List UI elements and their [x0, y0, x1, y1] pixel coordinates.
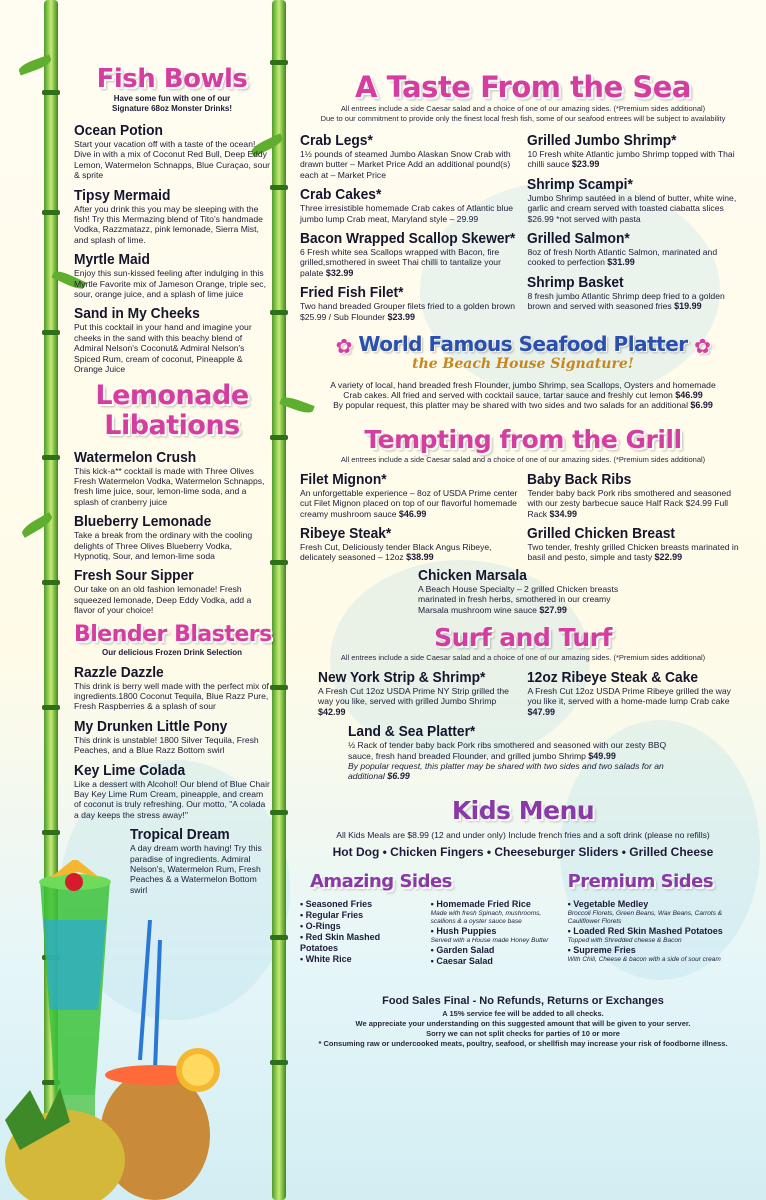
menu-item [74, 122, 270, 181]
menu-item [348, 723, 678, 782]
item-desc: After you drink this you may be sleeping with the fish! Try this Mermazing blend of Tito's handmade Vodka, Razzmatazz, pink lemonade, Sierra Mist, and splash of lime. [74, 203, 263, 245]
menu-item [74, 718, 270, 756]
blender-title: Blender Blasters [74, 621, 272, 647]
platter-title: World Famous Seafood Platter [358, 332, 688, 357]
item-name: Grilled Jumbo Shrimp* [527, 132, 677, 149]
item-desc: Start your vacation off with a taste of the ocean! Dive in with a mix of Coconut Red Bull, Deep Eddy Lemon, Watermelon Schnapps, Blue Curaçao, sour & sprite [74, 139, 271, 181]
surf-note: All entrees include a side Caesar salad and a choice of one of our amazing sides. (*Premium sides additional) [340, 653, 706, 663]
item-desc: 8 fresh jumbo Atlantic Shrimp deep fried to a golden brown and served with seasoned fries [527, 290, 725, 312]
item-price: $19.99 [674, 301, 702, 312]
item-desc: An unforgettable experience – 8oz of USDA Prime center cut Filet Mignon placed on top of our flavorful homemade creamy mushroom sauce [300, 487, 518, 519]
menu-item [74, 762, 270, 821]
side-detail: Broccoli Florets, Green Beans, Wax Beans, Carrots & Cauliflower Florets [567, 910, 723, 926]
platter-price: $46.99 [675, 389, 703, 400]
side-item [431, 926, 559, 945]
kids-note: All Kids Meals are $8.99 (12 and under only) Include french fries and a soft drink (please no refills) [336, 829, 710, 840]
lemonade-title-line1: Lemonade [95, 379, 249, 411]
premium-sides-title: Premium Sides [567, 871, 714, 893]
menu-item [74, 305, 270, 374]
item-price: $47.99 [527, 706, 555, 717]
item-name: Sand in My Cheeks [74, 305, 200, 323]
sea-note2: Due to our commitment to provide only the finest local fresh fish, some of our seafood entrees will be subject to availability [320, 114, 726, 123]
item-desc: A Fresh Cut 12oz USDA Prime NY Strip grilled the way you like, served with grilled Jumbo Shrimp [318, 686, 509, 707]
side-name: • Hush Puppies [430, 926, 497, 937]
side-item: • O-Rings [300, 921, 341, 932]
item-desc: 1½ pounds of steamed Jumbo Alaskan Snow Crab with drawn butter – Market Price Add an additional pound(s) each at – Market Price [300, 149, 511, 180]
item-name: Crab Cakes* [300, 186, 382, 204]
kids-title: Kids Menu [451, 795, 595, 825]
side-name: • Homemade Fried Rice [430, 899, 531, 910]
item-name: Shrimp Scampi* [527, 175, 634, 193]
item-desc: Fresh Cut, Deliciously tender Black Angus Ribeye, delicately seasoned – 12oz [300, 542, 492, 563]
item-name: Razzle Dazzle [74, 663, 164, 681]
item-desc: This drink is unstable! 1800 Silver Tequila, Fresh Peaches, and a Blue Razz Bottom swirl [74, 734, 259, 756]
side-name: • Garden Salad [430, 945, 495, 956]
grill-items [300, 471, 746, 569]
item-price: $34.99 [549, 508, 577, 519]
item-desc: Our take on an old fashion lemonade! Fresh squeezed lemonade, Deep Eddy Vodka, add a flavor of your choice! [74, 584, 252, 616]
item-price: $42.99 [318, 706, 346, 717]
menu-item [74, 187, 270, 246]
item-name: Fried Fish Filet* [300, 284, 404, 302]
item-desc: ½ Rack of tender baby back Pork ribs smothered and seasoned with our zesty BBQ sauce, fresh hand breaded Flounder, and grilled jumbo Shrimp [348, 740, 667, 761]
grill-title: Tempting from the Grill [364, 424, 682, 454]
menu-item [527, 525, 746, 563]
item-desc: A Beach House Specialty – 2 grilled Chicken breasts marinated in fresh herbs, smothered in our creamy Marsala mushroom wine sauce [418, 583, 619, 615]
item-price: $27.99 [539, 604, 567, 615]
item-name: Tropical Dream [130, 826, 230, 844]
bamboo-pole-right [272, 0, 286, 1200]
item-name: Fresh Sour Sipper [74, 567, 194, 585]
side-item [431, 945, 559, 956]
item-name: Filet Mignon* [300, 470, 387, 488]
item-name: Bacon Wrapped Scallop Skewer* [300, 230, 516, 248]
side-item: • White Rice [300, 954, 352, 965]
menu-item [300, 525, 519, 563]
surf-items [300, 669, 746, 723]
sea-items [300, 132, 746, 328]
item-price: $22.99 [654, 552, 683, 563]
fish-bowls-title: Fish Bowls [96, 64, 248, 94]
item-name: Key Lime Colada [74, 761, 186, 779]
item-name: Ribeye Steak* [300, 525, 392, 542]
item-name: Shrimp Basket [527, 273, 625, 291]
item-desc: A Fresh Cut 12oz USDA Prime Ribeye grilled the way you like it, served with a home-made lump Crab cake [527, 686, 731, 707]
item-price: $23.99 [571, 159, 600, 170]
side-item [431, 956, 559, 967]
menu-item [527, 669, 746, 717]
sea-title: A Taste From the Sea [355, 70, 691, 104]
side-name: • Caesar Salad [430, 956, 493, 967]
item-desc: Two tender, freshly grilled Chicken breasts marinated in basil and pesto, simple and tasty [527, 542, 739, 563]
footer-line2: We appreciate your understanding on this suggested amount that will be given to your server. [355, 1019, 691, 1029]
side-item [568, 926, 746, 945]
sea-note1: All entrees include a side Caesar salad and a choice of one of our amazing sides. (*Premium sides additional) [340, 104, 706, 113]
menu-item [300, 669, 519, 717]
menu-item [527, 176, 746, 224]
item-share: By popular request, this platter may be shared with two sides and two salads for an additional [348, 761, 664, 782]
item-price: $32.99 [325, 267, 354, 278]
menu-item [300, 132, 519, 180]
menu-item [527, 230, 746, 268]
item-desc: 6 Fresh white sea Scallops wrapped with Bacon, fire grilled,smothered in sweet Thai chilli to tantalize your palate [300, 247, 501, 278]
item-name: Baby Back Ribs [527, 470, 632, 488]
hibiscus-icon: ✿ [335, 333, 352, 358]
item-desc: Two hand breaded Grouper filets fried to a golden brown $25.99 / Sub Flounder [300, 301, 515, 322]
platter-desc: A variety of local, hand breaded fresh Flounder, jumbo Shrimp, sea Scallops, Oysters and homemade Crab cakes. All fried and served with cocktail sauce, tartar sauce and freshly cut lemon [330, 379, 716, 400]
item-name: Grilled Salmon* [527, 230, 631, 248]
side-name: • Loaded Red Skin Mashed Potatoes [567, 926, 723, 937]
item-name: Chicken Marsala [418, 566, 527, 584]
menu-item [527, 274, 746, 312]
side-name: • Supreme Fries [567, 945, 636, 956]
menu-item [74, 513, 270, 561]
kids-items: Hot Dog • Chicken Fingers • Cheeseburger Sliders • Grilled Cheese [332, 845, 714, 860]
lemonade-title-line2: Libations [104, 409, 240, 441]
side-item: • Seasoned Fries [300, 899, 373, 910]
item-desc: A day dream worth having! Try this paradise of ingredients. Admiral Nelson's, Watermelon Rum, Fresh Peaches & a Watermelon Bottom swirl [130, 843, 262, 895]
tropical-drinks-illustration [0, 860, 250, 1200]
item-desc: This drink is berry well made with the perfect mix of ingredients.1800 Coconut Tequila, Blue Razz Pure, Fresh Raspberries & a splash of sour [74, 680, 269, 712]
side-detail: Served with a House made Honey Butter [430, 937, 549, 945]
item-desc: Like a dessert with Alcohol! Our blend of Blue Chair Bay Key Lime Rum Cream, pineapple, and cream of coconut is truly refreshing. Our motto, "A colada a day keeps the stress away!" [74, 778, 270, 820]
item-name: Blueberry Lemonade [74, 513, 212, 531]
item-share-price: $6.99 [387, 771, 410, 782]
platter-signature: the Beach House Signature! [412, 355, 634, 372]
item-desc: Enjoy this sun-kissed feeling after indulging in this Myrtle Favorite mix of Jameson Orange, triple sec, sour, orange juice, and a splash of lime juice [74, 268, 266, 300]
menu-item [527, 132, 746, 170]
footer-final: Food Sales Final - No Refunds, Returns or Exchanges [382, 995, 664, 1008]
item-name: Watermelon Crush [74, 448, 197, 466]
footer-line3: Sorry we can not split checks for parties of 10 or more [426, 1029, 620, 1039]
item-name: Myrtle Maid [74, 251, 150, 269]
item-desc: Put this cocktail in your hand and imagine your cheeks in the sand with this beachy blend of Admiral Nelson's Coconut& Admiral Nelson's Spiced Rum, cream of coconut, Pineapple & Orange Juice [74, 322, 252, 375]
cherry-icon [65, 873, 83, 891]
side-name: • Vegetable Medley [567, 899, 649, 910]
side-item: • Regular Fries [300, 910, 364, 921]
footer-line4: * Consuming raw or undercooked meats, poultry, seafood, or shellfish may increase your risk of foodborne illness. [318, 1039, 728, 1049]
platter-share-price: $6.99 [690, 400, 713, 411]
item-name: Tipsy Mermaid [74, 186, 171, 204]
item-desc: 10 Fresh white Atlantic jumbo Shrimp topped with Thai chilli sauce [527, 149, 735, 170]
menu-item [300, 186, 519, 224]
amazing-sides-title: Amazing Sides [310, 871, 452, 893]
side-item [568, 945, 746, 964]
menu-item [418, 567, 628, 615]
side-detail: Topped with Shredded cheese & Bacon [567, 937, 682, 945]
side-detail: With Chili, Cheese & bacon with a side of sour cream [567, 956, 721, 964]
item-name: Grilled Chicken Breast [527, 525, 676, 542]
menu-item [527, 471, 746, 519]
item-price: $46.99 [398, 508, 427, 519]
item-desc: Jumbo Shrimp sautéed in a blend of butter, white wine, garlic and cream served with toasted ciabatta slices $26.99 *not served with pasta [527, 192, 737, 224]
platter-share: By popular request, this platter may be shared with two sides and two salads for an additional [333, 400, 688, 411]
menu-item [300, 471, 519, 519]
footer-line1: A 15% service fee will be added to all checks. [442, 1009, 604, 1019]
side-detail: Made with fresh Spinach, mushrooms, scallions & a oyster sauce base [430, 910, 542, 926]
item-name: New York Strip & Shrimp* [318, 669, 486, 687]
surf-title: Surf and Turf [434, 623, 612, 653]
item-price: $38.99 [406, 552, 434, 563]
food-column [300, 70, 746, 1049]
side-item [431, 899, 559, 926]
fish-bowls-subtitle: Have some fun with one of our Signature 68oz Monster Drinks! [111, 94, 233, 113]
platter-section [300, 332, 746, 411]
item-name: My Drunken Little Pony [74, 717, 228, 735]
menu-item [74, 567, 270, 615]
drinks-column [74, 64, 270, 901]
item-name: Ocean Potion [74, 122, 163, 139]
blender-subtitle: Our delicious Frozen Drink Selection [101, 647, 243, 657]
menu-item [74, 664, 270, 712]
item-desc: Three irresistible homemade Crab cakes of Atlantic blue jumbo lump Crab meat, Maryland style – 29.99 [300, 203, 514, 224]
item-price: $49.99 [588, 750, 616, 761]
footer [300, 995, 746, 1049]
menu-item [74, 251, 270, 299]
item-desc: 8oz of fresh North Atlantic Salmon, marinated and cooked to perfection [527, 247, 718, 268]
sides-section [300, 871, 746, 967]
item-price: $31.99 [607, 257, 635, 268]
grill-note: All entrees include a side Caesar salad and a choice of one of our amazing sides. (*Premium sides additional) [340, 454, 706, 464]
side-item [568, 899, 746, 926]
menu-item [300, 284, 519, 322]
item-name: Crab Legs* [300, 132, 373, 149]
item-desc: Take a break from the ordinary with the cooling delights of Three Olives Blueberry Vodka, Hypnotiq, Sour, and lemon-lime soda [74, 530, 253, 561]
side-item: • Red Skin Mashed Potatoes [300, 932, 381, 954]
item-desc: Tender baby back Pork ribs smothered and seasoned with our zesty barbecue sauce Half Rack $24.99 Full Rack [527, 487, 731, 519]
hibiscus-icon: ✿ [694, 333, 711, 358]
menu-item [300, 230, 519, 278]
item-name: 12oz Ribeye Steak & Cake [527, 669, 699, 687]
menu-item [74, 449, 270, 508]
item-name: Land & Sea Platter* [348, 723, 476, 741]
item-desc: This kick-a** cocktail is made with Three Olives Fresh Watermelon Vodka, Watermelon Schnapps, fresh lime juice, sour, lemon-lime soda, and a splash of cranberry juice [74, 465, 265, 507]
item-price: $23.99 [387, 311, 415, 322]
